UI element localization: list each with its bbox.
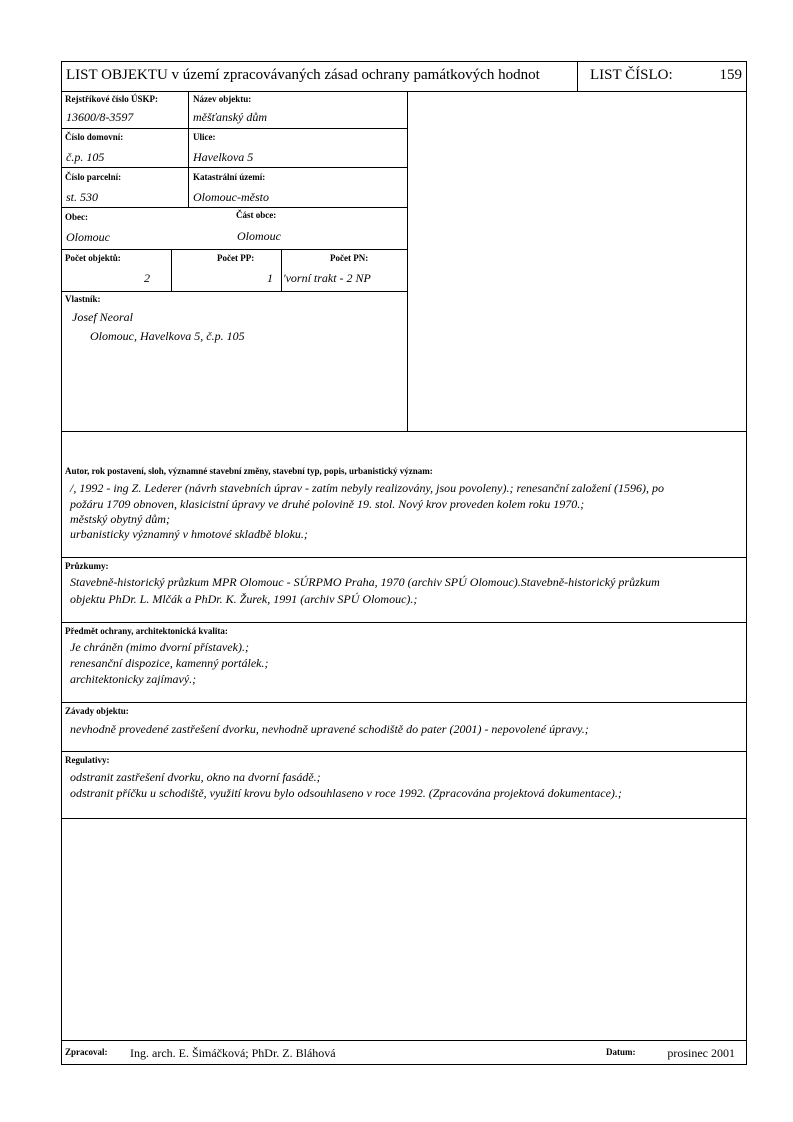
row-divider bbox=[61, 167, 407, 168]
section-divider bbox=[61, 818, 747, 819]
cast-obce-label: Část obce: bbox=[236, 210, 277, 220]
row-divider bbox=[61, 207, 407, 208]
autor-line: /, 1992 - ing Z. Lederer (návrh stavebních úprav - zatím nebyly realizovány, jsou povoleny).; renesanční založení (1596), po bbox=[70, 481, 665, 495]
section-divider bbox=[61, 431, 747, 432]
section-divider bbox=[61, 622, 747, 623]
footer-divider bbox=[61, 1040, 747, 1041]
row-divider bbox=[61, 291, 407, 292]
nazev-objektu-label: Název objektu: bbox=[193, 94, 252, 104]
field-col-divider bbox=[171, 249, 172, 291]
nazev-objektu-value: měšťanský dům bbox=[193, 110, 268, 124]
pruzkumy-line: Stavebně-historický průzkum MPR Olomouc - SÚRPMO Praha, 1970 (archiv SPÚ Olomouc).Stavebně-historický průzkum bbox=[70, 575, 660, 589]
cislo-domovni-label: Číslo domovní: bbox=[65, 132, 124, 142]
cast-obce-value: Olomouc bbox=[237, 229, 281, 243]
autor-line: městský obytný dům; bbox=[70, 512, 170, 526]
vlastnik-name: Josef Neoral bbox=[72, 310, 133, 324]
row-divider bbox=[61, 128, 407, 129]
cislo-domovni-value: č.p. 105 bbox=[66, 150, 105, 164]
field-col-divider bbox=[188, 91, 189, 207]
section-divider bbox=[61, 702, 747, 703]
pocet-pp-label: Počet PP: bbox=[217, 253, 255, 263]
pocet-pn-value: 'vorní trakt - 2 NP bbox=[283, 271, 371, 285]
autor-line: urbanisticky významný v hmotové skladbě bloku.; bbox=[70, 527, 308, 541]
obec-value: Olomouc bbox=[66, 230, 110, 244]
section-divider bbox=[61, 557, 747, 558]
predmet-line: Je chráněn (mimo dvorní přístavek).; bbox=[70, 640, 249, 654]
ulice-value: Havelkova 5 bbox=[193, 150, 254, 164]
header-divider bbox=[61, 91, 747, 92]
predmet-label: Předmět ochrany, architektonická kvalita: bbox=[65, 626, 228, 636]
regulativy-line: odstranit příčku u schodiště, využití krovu bylo odsouhlaseno v roce 1992. (Zpracována projektová dokumentace).; bbox=[70, 786, 622, 800]
cislo-parcelni-value: st. 530 bbox=[66, 190, 99, 204]
pruzkumy-label: Průzkumy: bbox=[65, 561, 109, 571]
fields-col-divider bbox=[407, 91, 408, 431]
datum-label: Datum: bbox=[606, 1047, 636, 1057]
field-col-divider bbox=[281, 249, 282, 291]
regulativy-label: Regulativy: bbox=[65, 755, 110, 765]
pruzkumy-line: objektu PhDr. L. Mlčák a PhDr. K. Žurek, 1991 (archiv SPÚ Olomouc).; bbox=[70, 592, 418, 606]
obec-label: Obec: bbox=[65, 212, 88, 222]
ulice-label: Ulice: bbox=[193, 132, 216, 142]
header-col-divider bbox=[577, 61, 578, 91]
rejstrikove-cislo-label: Rejstříkové číslo ÚSKP: bbox=[65, 94, 158, 104]
regulativy-line: odstranit zastřešení dvorku, okno na dvorní fasádě.; bbox=[70, 770, 321, 784]
row-divider bbox=[61, 249, 407, 250]
katastralni-uzemi-label: Katastrální území: bbox=[193, 172, 266, 182]
predmet-line: renesanční dispozice, kamenný portálek.; bbox=[70, 656, 269, 670]
zpracoval-value: Ing. arch. E. Šimáčková; PhDr. Z. Bláhová bbox=[130, 1046, 336, 1060]
katastralni-uzemi-value: Olomouc-město bbox=[193, 190, 269, 204]
rejstrikove-cislo-value: 13600/8-3597 bbox=[66, 110, 134, 124]
vlastnik-label: Vlastník: bbox=[65, 294, 101, 304]
section-divider bbox=[61, 751, 747, 752]
vlastnik-address: Olomouc, Havelkova 5, č.p. 105 bbox=[90, 329, 245, 343]
autor-label: Autor, rok postavení, sloh, významné stavební změny, stavební typ, popis, urbanistický význam: bbox=[65, 466, 433, 476]
zavady-line: nevhodně provedené zastřešení dvorku, nevhodně upravené schodiště do pater (2001) - nepovolené úpravy.; bbox=[70, 722, 589, 736]
cislo-parcelni-label: Číslo parcelní: bbox=[65, 172, 122, 182]
form-frame bbox=[61, 61, 747, 1065]
datum-value: prosinec 2001 bbox=[667, 1046, 735, 1060]
list-cislo-value: 159 bbox=[719, 67, 742, 83]
predmet-line: architektonicky zajímavý.; bbox=[70, 672, 197, 686]
zpracoval-label: Zpracoval: bbox=[65, 1047, 108, 1057]
list-cislo-label: LIST ČÍSLO: bbox=[590, 67, 673, 83]
zavady-label: Závady objektu: bbox=[65, 706, 129, 716]
form-title: LIST OBJEKTU v území zpracovávaných zásad ochrany památkových hodnot bbox=[66, 67, 540, 83]
autor-line: požáru 1709 obnoven, klasicistní úpravy ve druhé polovině 19. stol. Nový krov proveden kolem roku 1970.; bbox=[70, 497, 585, 511]
pocet-objektu-label: Počet objektů: bbox=[65, 253, 121, 263]
pocet-pn-label: Počet PN: bbox=[330, 253, 369, 263]
pocet-pp-value: 1 bbox=[267, 271, 273, 285]
pocet-objektu-value: 2 bbox=[144, 271, 150, 285]
